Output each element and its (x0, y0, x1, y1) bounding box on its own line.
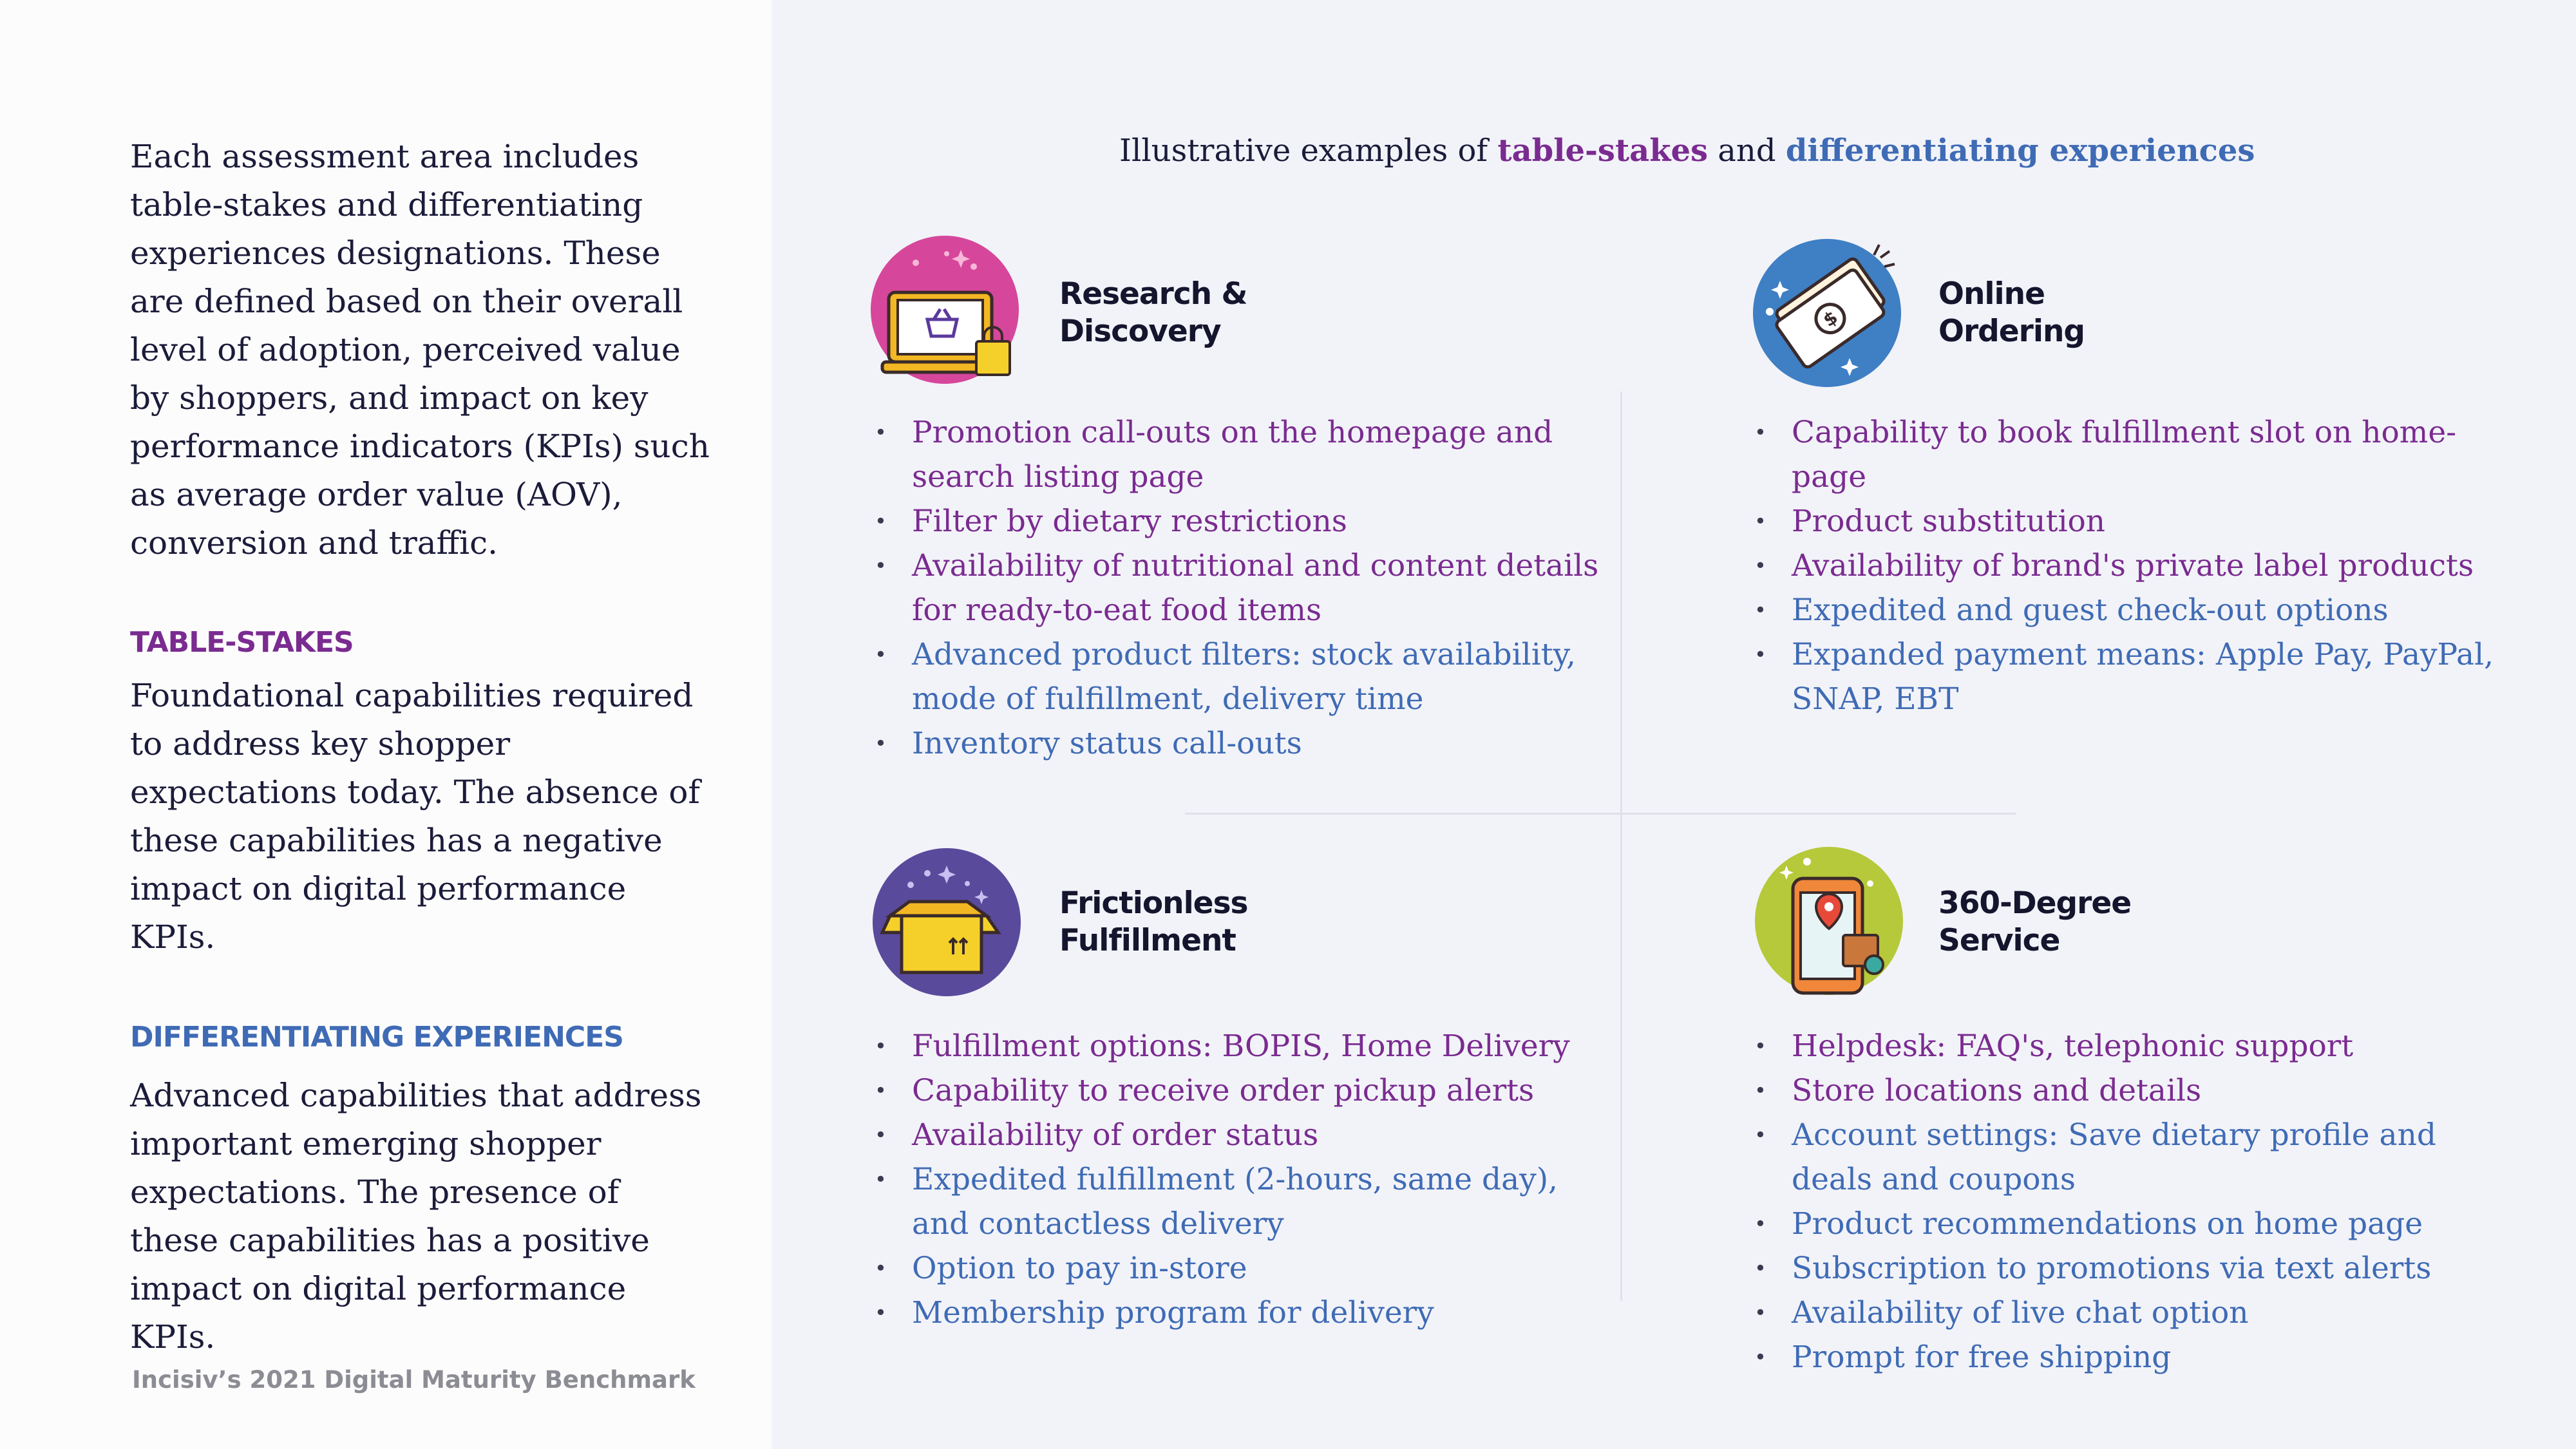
list-item-table-stakes (872, 1113, 1606, 1157)
intro-text: Each assessment area includes table-stakes and differentiating experiences designations. These are defined based on their overall level of adoption, perceived value by shoppers, and impact on key performance indicators (KPIs) such as average order value (AOV), conversion and traffic. (130, 138, 710, 562)
list-item-differentiating (1752, 1202, 2499, 1246)
list-item-text: Option to pay in-store (912, 1251, 1247, 1286)
list-item-text: Expanded payment means: Apple Pay, PayPal, (1792, 637, 2494, 672)
footer-source: Incisiv’s 2021 Digital Maturity Benchmark (132, 1366, 696, 1394)
list-item-table-stakes (1752, 544, 2499, 588)
list-item-differentiating (1752, 588, 2499, 632)
quadrant-title-frictionless-fulfillment (1059, 885, 1248, 960)
frictionless-fulfillment-list (872, 1024, 1606, 1335)
list-item-text: Promotion call-outs on the homepage and (912, 415, 1553, 450)
list-item-text: Availability of nutritional and content details (912, 548, 1599, 583)
list-item-table-stakes (872, 544, 1606, 632)
quadrant-title-line: Frictionless (1059, 886, 1248, 921)
headline-middle: and (1708, 133, 1786, 169)
list-item-table-stakes (1752, 1068, 2499, 1113)
quadrant-title-360-degree-service (1938, 885, 2131, 960)
list-item-differentiating (1752, 1246, 2499, 1291)
list-item-text: Membership program for delivery (912, 1295, 1434, 1331)
list-item-differentiating (872, 721, 1606, 766)
laptop-shopping-basket-icon (871, 236, 1025, 390)
list-item-text: Helpdesk: FAQ's, telephonic support (1792, 1028, 2354, 1064)
list-item-differentiating (1752, 1291, 2499, 1335)
list-item-text: Subscription to promotions via text alerts (1792, 1251, 2432, 1286)
list-item-text: mode of fulfillment, delivery time (912, 681, 1424, 717)
headline-differentiating: differentiating experiences (1785, 133, 2255, 169)
list-item-table-stakes (1752, 1024, 2499, 1068)
list-item-differentiating (872, 1291, 1606, 1335)
360-degree-service-list (1752, 1024, 2499, 1379)
headline (1119, 133, 2255, 169)
vertical-divider (1620, 392, 1622, 1301)
list-item-text: Expedited fulfillment (2-hours, same day), (912, 1162, 1558, 1197)
money-bills-icon (1753, 236, 1908, 390)
research-discovery-list (872, 410, 1606, 766)
list-item-table-stakes (872, 410, 1606, 499)
differentiating-heading: DIFFERENTIATING EXPERIENCES (130, 1021, 623, 1054)
svg-text:$: $ (1819, 306, 1842, 332)
list-item-text: Fulfillment options: BOPIS, Home Delivery (912, 1028, 1570, 1064)
quadrant-title-line: Online (1938, 276, 2045, 312)
list-item-table-stakes (1752, 499, 2499, 544)
list-item-differentiating (872, 632, 1606, 721)
list-item-table-stakes (1752, 410, 2499, 499)
quadrant-title-line: 360-Degree (1938, 886, 2132, 921)
quadrant-title-research-discovery (1059, 276, 1247, 350)
table-stakes-heading: TABLE-STAKES (130, 626, 354, 659)
list-item-text: Expedited and guest check-out options (1792, 592, 2389, 628)
list-item-text: deals and coupons (1792, 1162, 2076, 1197)
quadrant-title-line: Fulfillment (1059, 923, 1236, 958)
list-item-text: and contactless delivery (912, 1206, 1284, 1242)
list-item-differentiating (1752, 1335, 2499, 1379)
horizontal-divider (1185, 813, 2016, 815)
open-box-icon (871, 845, 1025, 999)
list-item-text: Availability of live chat option (1792, 1295, 2249, 1331)
list-item-text: Capability to book fulfillment slot on home- (1792, 415, 2457, 450)
list-item-text: Capability to receive order pickup alerts (912, 1073, 1535, 1108)
quadrant-title-online-ordering (1938, 276, 2085, 350)
list-item-text: Product substitution (1792, 504, 2106, 539)
table-stakes-description: Foundational capabilities required to address key shopper expectations today. The absence of these capabilities has a negative impact on digital performance KPIs. (130, 677, 701, 956)
list-item-differentiating (872, 1157, 1606, 1246)
list-item-differentiating (1752, 632, 2499, 721)
list-item-text: Store locations and details (1792, 1073, 2202, 1108)
headline-prefix: Illustrative examples of (1119, 133, 1498, 169)
list-item-differentiating (1752, 1113, 2499, 1202)
list-item-text: search listing page (912, 459, 1204, 495)
list-item-table-stakes (872, 1068, 1606, 1113)
list-item-text: page (1792, 459, 1867, 495)
list-item-differentiating (872, 1246, 1606, 1291)
quadrant-title-line: Service (1938, 923, 2060, 958)
quadrant-title-line: Research & (1059, 276, 1247, 312)
list-item-text: SNAP, EBT (1792, 681, 1959, 717)
list-item-table-stakes (872, 1024, 1606, 1068)
left-panel (0, 0, 772, 1449)
quadrant-title-line: Ordering (1938, 314, 2085, 349)
list-item-text: Filter by dietary restrictions (912, 504, 1347, 539)
list-item-text: Account settings: Save dietary profile and (1792, 1117, 2436, 1153)
smartphone-location-icon (1753, 845, 1908, 999)
headline-table-stakes: table-stakes (1497, 133, 1709, 169)
list-item-text: Product recommendations on home page (1792, 1206, 2423, 1242)
quadrant-title-line: Discovery (1059, 314, 1221, 349)
list-item-text: for ready-to-eat food items (912, 592, 1322, 628)
list-item-text: Advanced product filters: stock availability, (912, 637, 1576, 672)
list-item-text: Availability of order status (912, 1117, 1319, 1153)
list-item-text: Prompt for free shipping (1792, 1340, 2172, 1375)
list-item-text: Availability of brand's private label products (1792, 548, 2474, 583)
list-item-table-stakes (872, 499, 1606, 544)
online-ordering-list (1752, 410, 2499, 721)
differentiating-description: Advanced capabilities that address important emerging shopper expectations. The presence of these capabilities has a positive impact on digital performance KPIs. (130, 1077, 702, 1356)
list-item-text: Inventory status call-outs (912, 726, 1302, 761)
